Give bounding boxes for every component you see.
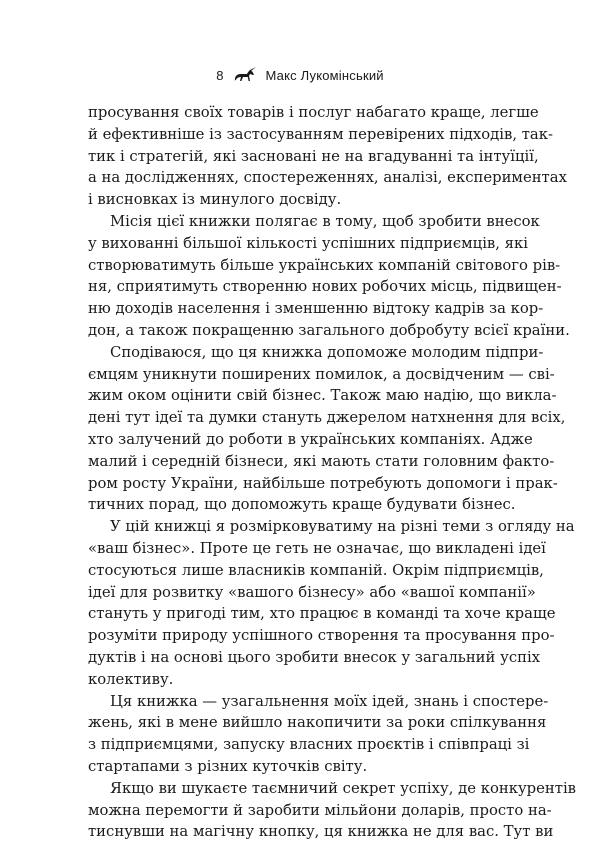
- text-line: колективу.: [88, 670, 174, 688]
- text-line: тик і стратегій, які засновані не на вгадуванні та інтуїції,: [88, 147, 539, 165]
- paragraph: [88, 342, 566, 516]
- page-number: 8: [216, 67, 224, 83]
- text-line: тиснувши на магічну кнопку, ця книжка не для вас. Тут ви: [88, 823, 554, 841]
- running-header: [0, 64, 600, 86]
- text-line: ємцям уникнути поширених помилок, а досвідченим — сві-: [88, 365, 555, 383]
- text-line: Якщо ви шукаєте таємничий секрет успіху, де конкурентів: [110, 779, 577, 797]
- text-line: У цій книжці я розмірковуватиму на різні теми з огляду на: [110, 518, 575, 536]
- text-line: у вихованні більшої кількості успішних підприємців, які: [88, 234, 528, 252]
- text-line: дені тут ідеї та думки стануть джерелом натхнення для всіх,: [88, 409, 566, 427]
- text-line: Місія цієї книжки полягає в тому, щоб зробити внесок: [110, 212, 540, 230]
- text-line: й ефективніше із застосуванням перевірених підходів, так-: [88, 125, 554, 143]
- text-line: з підприємцями, запуску власних проєктів і співпраці зі: [88, 736, 530, 754]
- text-line: розуміти природу успішного створення та просування про-: [88, 627, 555, 645]
- text-line: ня, сприятимуть створенню нових робочих місць, підвищен-: [88, 278, 562, 296]
- paragraph: [88, 516, 575, 690]
- page-body: [88, 102, 577, 843]
- text-line: хто залучений до роботи в українських компаніях. Адже: [88, 430, 533, 448]
- text-line: тичних порад, що допоможуть краще будувати бізнес.: [88, 496, 516, 514]
- text-line: Сподіваюся, що ця книжка допоможе молодим підпри-: [110, 343, 544, 361]
- text-line: а на дослідженнях, спостереженнях, аналізі, експериментах: [88, 169, 567, 187]
- paragraph: [88, 211, 570, 342]
- author-name: Макс Лукомінський: [265, 67, 384, 83]
- text-line: малий і середній бізнеси, які мають стати головним факто-: [88, 452, 555, 470]
- text-line: стануть у пригоді тим, хто працює в команді та хоче краще: [88, 605, 556, 623]
- paragraph: [88, 778, 577, 843]
- text-line: дуктів і на основі цього зробити внесок у загальний успіх: [88, 648, 541, 666]
- text-line: просування своїх товарів і послуг набагато краще, легше: [88, 104, 539, 121]
- text-line: створюватимуть більше українських компаній світового рів-: [88, 256, 561, 274]
- text-line: ром росту України, найбільше потребують допомоги і прак-: [88, 474, 558, 492]
- text-line: і висновках із минулого досвіду.: [88, 191, 342, 209]
- text-line: ню доходів населення і зменшенню відтоку кадрів за кор-: [88, 300, 544, 318]
- text-line: жим оком оцінити свій бізнес. Також маю надію, що викла-: [88, 387, 557, 405]
- text-line: «ваш бізнес». Проте це геть не означає, що викладені ідеї: [88, 539, 546, 557]
- paragraph: [88, 691, 549, 778]
- text-line: жень, які в мене вийшло накопичити за роки спілкування: [88, 714, 547, 732]
- text-line: ідеї для розвитку «вашого бізнесу» або «вашої компанії»: [88, 583, 536, 601]
- text-line: дон, а також покращенню загального добробуту всієї країни.: [88, 321, 570, 339]
- text-line: можна перемогти й заробити мільйони доларів, просто на-: [88, 801, 552, 819]
- text-line: стартапами з різних куточків світу.: [88, 757, 368, 775]
- text-line: стосуються лише власників компаній. Окрім підприємців,: [88, 561, 544, 579]
- unicorn-logo-icon: [233, 67, 257, 83]
- text-line: Ця книжка — узагальнення моїх ідей, знань і спостере-: [110, 692, 549, 710]
- paragraph: [88, 102, 567, 211]
